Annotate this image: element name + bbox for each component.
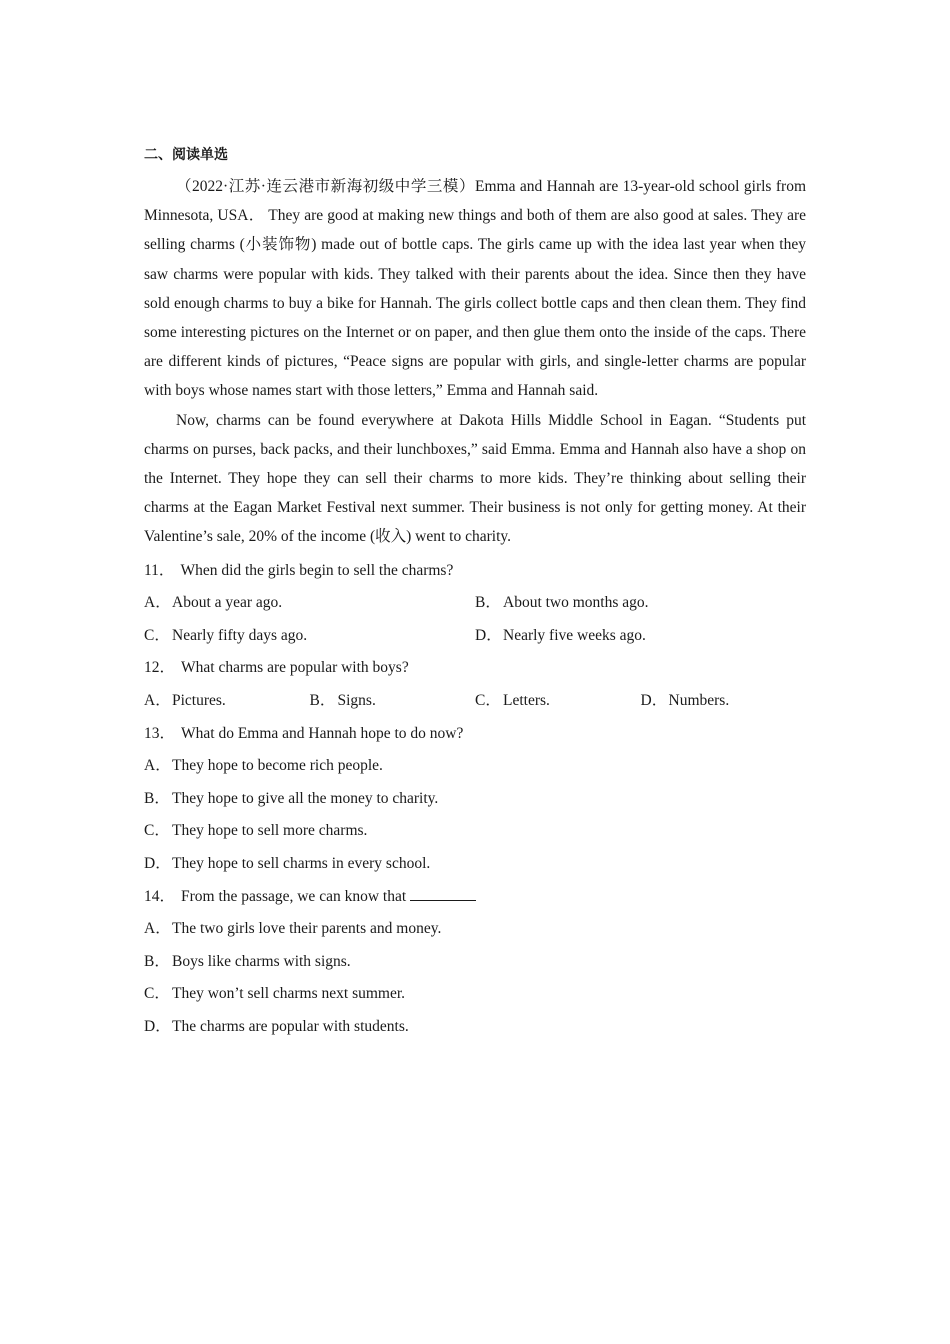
question-number: 12． <box>144 659 176 677</box>
passage-paragraph-1: （2022·江苏·连云港市新海初级中学三模）Emma and Hannah are 13-year-old school girls from Minnesota, USA． They are good at making new things and both of them are also good at sales. They are selling charms (小装饰物) made out of bottle caps. The girls came up with the idea last year when they saw charms were popular with kids. They talked with their parents about the idea. Since then they have sold enough charms to buy a bike for Hannah. The girls collect bottle caps and then clean them. They find some interesting pictures on the Internet or on paper, and then glue them onto the inside of the caps. There are different kinds of pictures, “Peace signs are popular with girls, and single-letter charms are popular with boys whose names start with those letters,” Emma and Hannah said. <box>144 178 806 400</box>
question-stem <box>144 881 806 914</box>
option-letter: C． <box>144 822 170 840</box>
option-c[interactable] <box>475 685 641 718</box>
option-text: About a year ago. <box>172 594 283 612</box>
option-a[interactable] <box>144 750 806 783</box>
question-text: What charms are popular with boys? <box>181 659 409 677</box>
option-text: About two months ago. <box>503 594 649 612</box>
passage-paragraph-2: Now, charms can be found everywhere at Dakota Hills Middle School in Eagan. “Students put charms on purses, back packs, and their lunchboxes,” said Emma. Emma and Hannah also have a shop on the Internet. They hope they can sell their charms to more kids. They’re thinking about selling their charms at the Eagan Market Festival next summer. Their business is not only for getting money. At their Valentine’s sale, 20% of the income (收入) went to charity. <box>144 411 806 546</box>
option-d[interactable] <box>144 848 806 881</box>
option-letter: A． <box>144 594 171 612</box>
answer-blank[interactable] <box>410 886 476 901</box>
question-12 <box>144 652 806 717</box>
reading-passage <box>144 172 806 552</box>
option-letter: C． <box>475 692 501 710</box>
option-text: They won’t sell charms next summer. <box>172 985 406 1003</box>
option-text: They hope to become rich people. <box>172 757 383 775</box>
question-text: From the passage, we can know that <box>181 887 407 905</box>
option-row <box>144 620 806 653</box>
option-text: Pictures. <box>172 692 226 710</box>
option-text: The charms are popular with students. <box>172 1017 409 1035</box>
option-letter: B． <box>144 952 170 970</box>
option-letter: C． <box>144 985 170 1003</box>
question-number: 11． <box>144 561 175 579</box>
option-letter: D． <box>144 1017 171 1035</box>
option-letter: A． <box>144 920 171 938</box>
question-number: 13． <box>144 724 176 742</box>
option-text: The two girls love their parents and money. <box>172 920 442 938</box>
question-stem <box>144 555 806 588</box>
option-text: Nearly fifty days ago. <box>172 626 308 644</box>
option-a[interactable] <box>144 685 310 718</box>
section-title: 二、阅读单选 <box>144 147 228 163</box>
option-letter: D． <box>640 692 668 710</box>
option-text: They hope to sell charms in every school. <box>172 854 431 872</box>
option-b[interactable] <box>144 783 806 816</box>
option-b[interactable] <box>475 587 806 620</box>
option-letter: B． <box>475 594 501 612</box>
question-13 <box>144 718 806 881</box>
option-a[interactable] <box>144 913 806 946</box>
question-14 <box>144 881 806 1044</box>
option-letter: A． <box>144 692 171 710</box>
document-page <box>144 140 806 1044</box>
option-a[interactable] <box>144 587 475 620</box>
option-d[interactable] <box>475 620 806 653</box>
question-number: 14． <box>144 887 176 905</box>
option-letter: D． <box>475 626 502 644</box>
option-text: Letters. <box>503 692 550 710</box>
option-text: Numbers. <box>668 692 730 710</box>
option-text: Boys like charms with signs. <box>172 952 351 970</box>
question-stem <box>144 652 806 685</box>
option-text: They hope to sell more charms. <box>172 822 368 840</box>
option-c[interactable] <box>144 620 475 653</box>
option-c[interactable] <box>144 978 806 1011</box>
option-d[interactable] <box>144 1011 806 1044</box>
option-c[interactable] <box>144 815 806 848</box>
option-letter: C． <box>144 626 170 644</box>
option-letter: D． <box>144 854 171 872</box>
option-text: They hope to give all the money to charity. <box>172 789 439 807</box>
question-11 <box>144 555 806 653</box>
question-stem <box>144 718 806 751</box>
question-text: When did the girls begin to sell the charms? <box>180 561 454 579</box>
option-text: Nearly five weeks ago. <box>503 626 646 644</box>
option-letter: B． <box>144 789 170 807</box>
option-text: Signs. <box>337 692 376 710</box>
option-row <box>144 587 806 620</box>
option-row <box>144 685 806 718</box>
option-b[interactable] <box>310 685 476 718</box>
question-text: What do Emma and Hannah hope to do now? <box>181 724 464 742</box>
option-letter: A． <box>144 757 171 775</box>
option-b[interactable] <box>144 946 806 979</box>
option-d[interactable] <box>641 685 807 718</box>
question-list <box>144 555 806 1044</box>
option-letter: B． <box>309 692 336 710</box>
